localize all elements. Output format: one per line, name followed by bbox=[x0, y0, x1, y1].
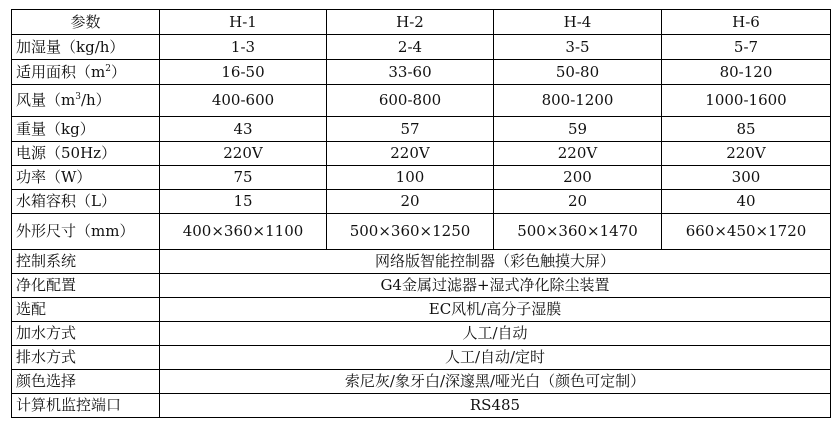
table-row bbox=[12, 394, 831, 418]
table-row bbox=[12, 142, 831, 166]
table-cell: 1-3 bbox=[160, 35, 327, 60]
table-cell: 1000-1600 bbox=[662, 85, 831, 117]
row-label-tank-volume: 水箱容积（L） bbox=[12, 190, 160, 214]
table-cell: 40 bbox=[662, 190, 831, 214]
row-label-drainage: 排水方式 bbox=[12, 346, 160, 370]
table-cell: 2-4 bbox=[327, 35, 494, 60]
area-label-close: ） bbox=[110, 62, 126, 81]
table-cell: 59 bbox=[494, 117, 662, 142]
row-label-humidification: 加湿量（kg/h） bbox=[12, 35, 160, 60]
model-h2-header: H-2 bbox=[327, 10, 494, 35]
table-row bbox=[12, 166, 831, 190]
table-row bbox=[12, 250, 831, 274]
table-cell: 20 bbox=[494, 190, 662, 214]
table-cell: 57 bbox=[327, 117, 494, 142]
table-row bbox=[12, 370, 831, 394]
table-cell: 220V bbox=[327, 142, 494, 166]
table-cell: 220V bbox=[160, 142, 327, 166]
row-label-color: 颜色选择 bbox=[12, 370, 160, 394]
table-cell: 500×360×1250 bbox=[327, 214, 494, 250]
shared-value-cell: 网络版智能控制器（彩色触摸大屏） bbox=[160, 250, 831, 274]
row-label-airflow bbox=[12, 85, 160, 117]
table-cell: 43 bbox=[160, 117, 327, 142]
shared-value-cell: 人工/自动/定时 bbox=[160, 346, 831, 370]
row-label-monitoring-port: 计算机监控端口 bbox=[12, 394, 160, 418]
area-label-superscript: 2 bbox=[105, 63, 111, 74]
header-label: 参数 bbox=[12, 10, 160, 35]
table-cell: 5-7 bbox=[662, 35, 831, 60]
table-cell: 220V bbox=[494, 142, 662, 166]
shared-value-cell: EC风机/高分子湿膜 bbox=[160, 298, 831, 322]
table-row bbox=[12, 274, 831, 298]
table-cell: 200 bbox=[494, 166, 662, 190]
row-label-control-system: 控制系统 bbox=[12, 250, 160, 274]
table-cell: 3-5 bbox=[494, 35, 662, 60]
header-row bbox=[12, 10, 831, 35]
table-cell: 20 bbox=[327, 190, 494, 214]
table-cell: 400-600 bbox=[160, 85, 327, 117]
table-cell: 100 bbox=[327, 166, 494, 190]
table-row bbox=[12, 35, 831, 60]
shared-value-cell: RS485 bbox=[160, 394, 831, 418]
row-label-options: 选配 bbox=[12, 298, 160, 322]
table-row bbox=[12, 117, 831, 142]
table-cell: 300 bbox=[662, 166, 831, 190]
table-cell: 660×450×1720 bbox=[662, 214, 831, 250]
table-cell: 400×360×1100 bbox=[160, 214, 327, 250]
table-cell: 800-1200 bbox=[494, 85, 662, 117]
row-label-weight: 重量（kg） bbox=[12, 117, 160, 142]
table-cell: 220V bbox=[662, 142, 831, 166]
table-cell: 15 bbox=[160, 190, 327, 214]
table-cell: 33-60 bbox=[327, 60, 494, 85]
shared-value-cell: 索尼灰/象牙白/深邃黑/哑光白（颜色可定制） bbox=[160, 370, 831, 394]
table-cell: 500×360×1470 bbox=[494, 214, 662, 250]
airflow-label-superscript: 3 bbox=[75, 92, 81, 102]
table-row bbox=[12, 214, 831, 250]
table-cell: 75 bbox=[160, 166, 327, 190]
table-row bbox=[12, 346, 831, 370]
table-cell: 85 bbox=[662, 117, 831, 142]
table-cell: 600-800 bbox=[327, 85, 494, 117]
airflow-label-close: /h） bbox=[80, 91, 111, 109]
table-cell: 80-120 bbox=[662, 60, 831, 85]
table-row bbox=[12, 190, 831, 214]
row-label-purification: 净化配置 bbox=[12, 274, 160, 298]
table-row bbox=[12, 322, 831, 346]
row-label-wattage: 功率（W） bbox=[12, 166, 160, 190]
row-label-water-fill: 加水方式 bbox=[12, 322, 160, 346]
table-row bbox=[12, 60, 831, 85]
table-cell: 16-50 bbox=[160, 60, 327, 85]
table-cell: 50-80 bbox=[494, 60, 662, 85]
model-h4-header: H-4 bbox=[494, 10, 662, 35]
row-label-dimensions: 外形尺寸（mm） bbox=[12, 214, 160, 250]
model-h6-header: H-6 bbox=[662, 10, 831, 35]
shared-value-cell: 人工/自动 bbox=[160, 322, 831, 346]
shared-value-cell: G4金属过滤器+湿式净化除尘装置 bbox=[160, 274, 831, 298]
table-row bbox=[12, 85, 831, 117]
model-h1-header: H-1 bbox=[160, 10, 327, 35]
airflow-label-text: 风量（m bbox=[16, 91, 76, 109]
spec-table bbox=[11, 9, 831, 418]
table-row bbox=[12, 298, 831, 322]
row-label-power-supply: 电源（50Hz） bbox=[12, 142, 160, 166]
area-label-text: 适用面积（m bbox=[16, 62, 106, 81]
row-label-area bbox=[12, 60, 160, 85]
